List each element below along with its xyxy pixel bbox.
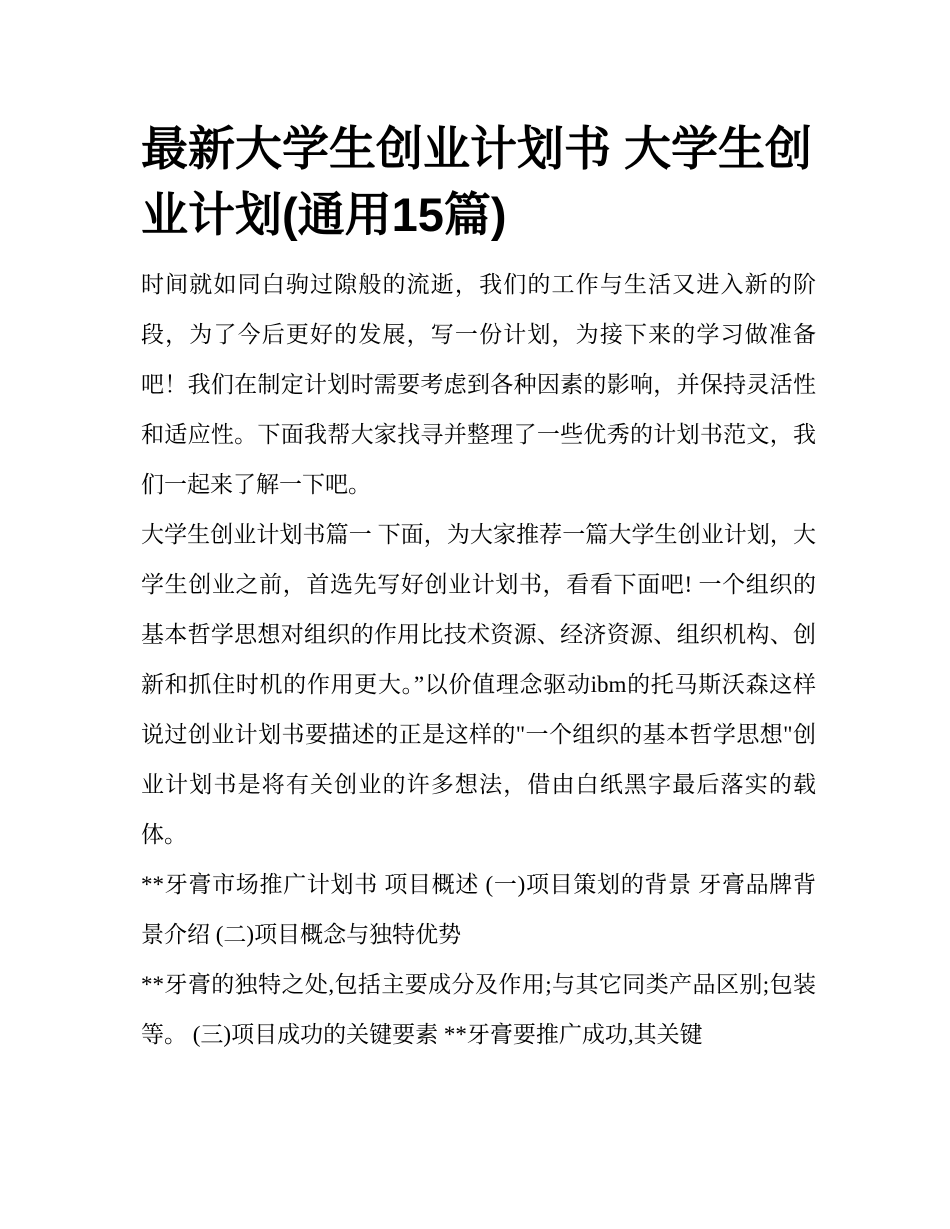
paragraph-intro: 时间就如同白驹过隙般的流逝，我们的工作与生活又进入新的阶段，为了今后更好的发展，写一份计划，为接下来的学习做准备吧！我们在制定计划时需要考虑到各种因素的影响，并保持灵活性和适应性。下面我帮大家找寻并整理了一些优秀的计划书范文，我们一起来了解一下吧。 <box>141 272 816 497</box>
document-body <box>141 116 816 1060</box>
paragraph-toothpaste-features: **牙膏的独特之处,包括主要成分及作用;与其它同类产品区别;包装等。 (三)项目成功的关键要素 **牙膏要推广成功,其关键 <box>141 972 816 1047</box>
document-title: 最新大学生创业计划书 大学生创业计划(通用15篇) <box>141 122 813 241</box>
paragraph-plan-one: 大学生创业计划书篇一 下面，为大家推荐一篇大学生创业计划，大学生创业之前，首选先写好创业计划书，看看下面吧! 一个组织的基本哲学思想对组织的作用比技术资源、经济资源、组织机构、创新和抓住时机的作用更大。”以价值理念驱动ibm的托马斯沃森这样说过创业计划书要描述的正是这样的"一个组织的基本哲学思想"创业计划书是将有关创业的许多想法，借由白纸黑字最后落实的载体。 <box>141 522 816 847</box>
paragraph-toothpaste-overview: **牙膏市场推广计划书 项目概述 (一)项目策划的背景 牙膏品牌背景介绍 (二)项目概念与独特优势 <box>141 872 816 947</box>
